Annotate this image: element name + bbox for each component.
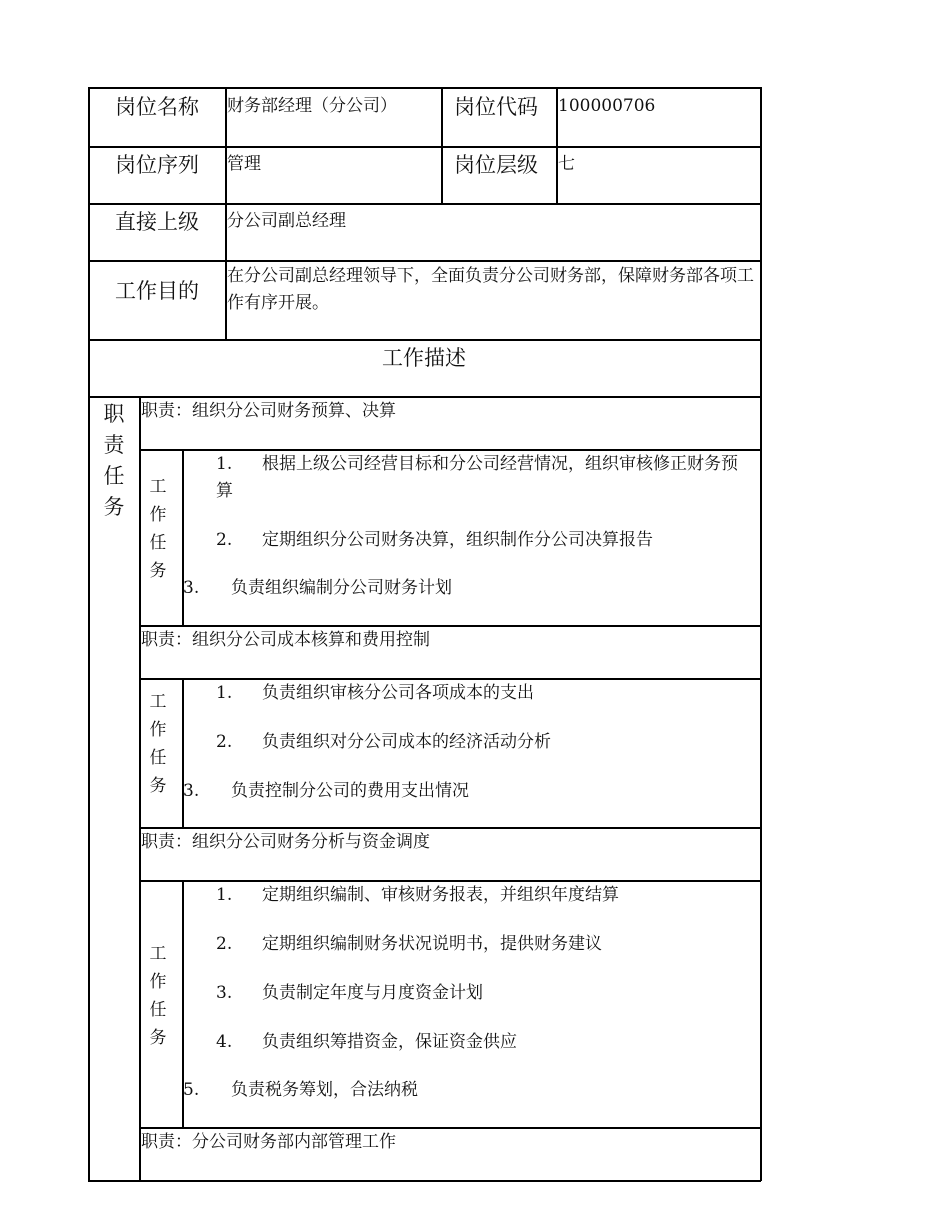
row-divider <box>88 339 761 341</box>
task-text: 定期组织分公司财务决算，组织制作分公司决算报告 <box>262 530 653 550</box>
task-text: 定期组织编制财务状况说明书，提供财务建议 <box>262 934 602 954</box>
sequence-label: 岗位序列 <box>115 153 199 177</box>
task-number: 2. <box>216 732 233 752</box>
task-text: 负责制定年度与月度资金计划 <box>262 983 483 1003</box>
table-border-right <box>760 87 762 1181</box>
row-divider <box>88 260 761 262</box>
superior-value: 分公司副总经理 <box>227 211 346 231</box>
task-item <box>216 734 551 751</box>
task-item <box>216 887 619 904</box>
task-number: 1. <box>216 454 233 474</box>
position-name-value: 财务部经理（分公司） <box>227 96 397 116</box>
task-number: 1. <box>216 683 233 703</box>
task-side-label: 工 作 任 务 <box>149 477 167 581</box>
task-item <box>216 685 534 702</box>
task-number: 2. <box>216 934 233 954</box>
task-number: 4. <box>216 1032 233 1052</box>
task-text: 负责税务筹划，合法纳税 <box>231 1080 418 1100</box>
level-label: 岗位层级 <box>454 153 538 177</box>
task-item <box>216 985 483 1002</box>
task-number: 3. <box>216 983 233 1003</box>
row-divider <box>139 678 761 680</box>
col-divider <box>182 678 184 828</box>
col-divider <box>441 87 443 204</box>
row-divider <box>139 1127 761 1129</box>
duty-side-label <box>101 399 127 523</box>
superior-label: 直接上级 <box>115 210 199 234</box>
row-divider <box>139 625 761 627</box>
row-divider <box>139 827 761 829</box>
col-divider <box>182 449 184 626</box>
task-item <box>183 580 452 597</box>
purpose-label: 工作目的 <box>115 279 199 303</box>
task-number: 5. <box>183 1080 200 1100</box>
task-text: 负责控制分公司的费用支出情况 <box>231 781 469 801</box>
task-item <box>216 1034 517 1051</box>
task-text: 负责组织对分公司成本的经济活动分析 <box>262 732 551 752</box>
col-divider <box>139 396 141 1181</box>
purpose-value: 在分公司副总经理领导下，全面负责分公司财务部，保障财务部各项工作有序开展。 <box>227 266 754 313</box>
level-value: 七 <box>558 154 575 174</box>
duty-title: 职责：组织分公司财务分析与资金调度 <box>141 832 430 852</box>
position-code-label: 岗位代码 <box>454 95 538 119</box>
task-number: 3. <box>183 578 200 598</box>
row-divider <box>88 203 761 205</box>
table-border-left <box>88 87 90 1181</box>
row-divider <box>139 880 761 882</box>
position-code-value: 100000706 <box>558 96 656 116</box>
description-title: 工作描述 <box>382 346 466 370</box>
row-divider <box>88 146 761 148</box>
duty-title: 职责：组织分公司成本核算和费用控制 <box>141 630 430 650</box>
task-item <box>183 1082 418 1099</box>
task-side-label: 工 作 任 务 <box>149 692 167 796</box>
task-text: 负责组织编制分公司财务计划 <box>231 578 452 598</box>
task-item <box>216 451 752 505</box>
task-number: 2. <box>216 530 233 550</box>
task-item <box>216 532 653 549</box>
task-number: 3. <box>183 781 200 801</box>
duty-title: 职责：分公司财务部内部管理工作 <box>141 1132 396 1152</box>
duty-title: 职责：组织分公司财务预算、决算 <box>141 401 396 421</box>
task-text: 负责组织审核分公司各项成本的支出 <box>262 683 534 703</box>
task-text: 根据上级公司经营目标和分公司经营情况，组织审核修正财务预算 <box>216 454 738 501</box>
task-text: 负责组织筹措资金，保证资金供应 <box>262 1032 517 1052</box>
duty-side-text: 职 责 任 务 <box>103 402 125 519</box>
position-name-label: 岗位名称 <box>115 95 199 119</box>
table-border-bottom <box>88 1180 761 1182</box>
row-divider <box>88 396 761 398</box>
task-text: 定期组织编制、审核财务报表，并组织年度结算 <box>262 885 619 905</box>
task-item <box>216 936 602 953</box>
task-item <box>183 783 469 800</box>
task-side-label: 工 作 任 务 <box>149 944 167 1048</box>
sequence-value: 管理 <box>227 154 261 174</box>
task-number: 1. <box>216 885 233 905</box>
table-border-top <box>88 87 761 89</box>
